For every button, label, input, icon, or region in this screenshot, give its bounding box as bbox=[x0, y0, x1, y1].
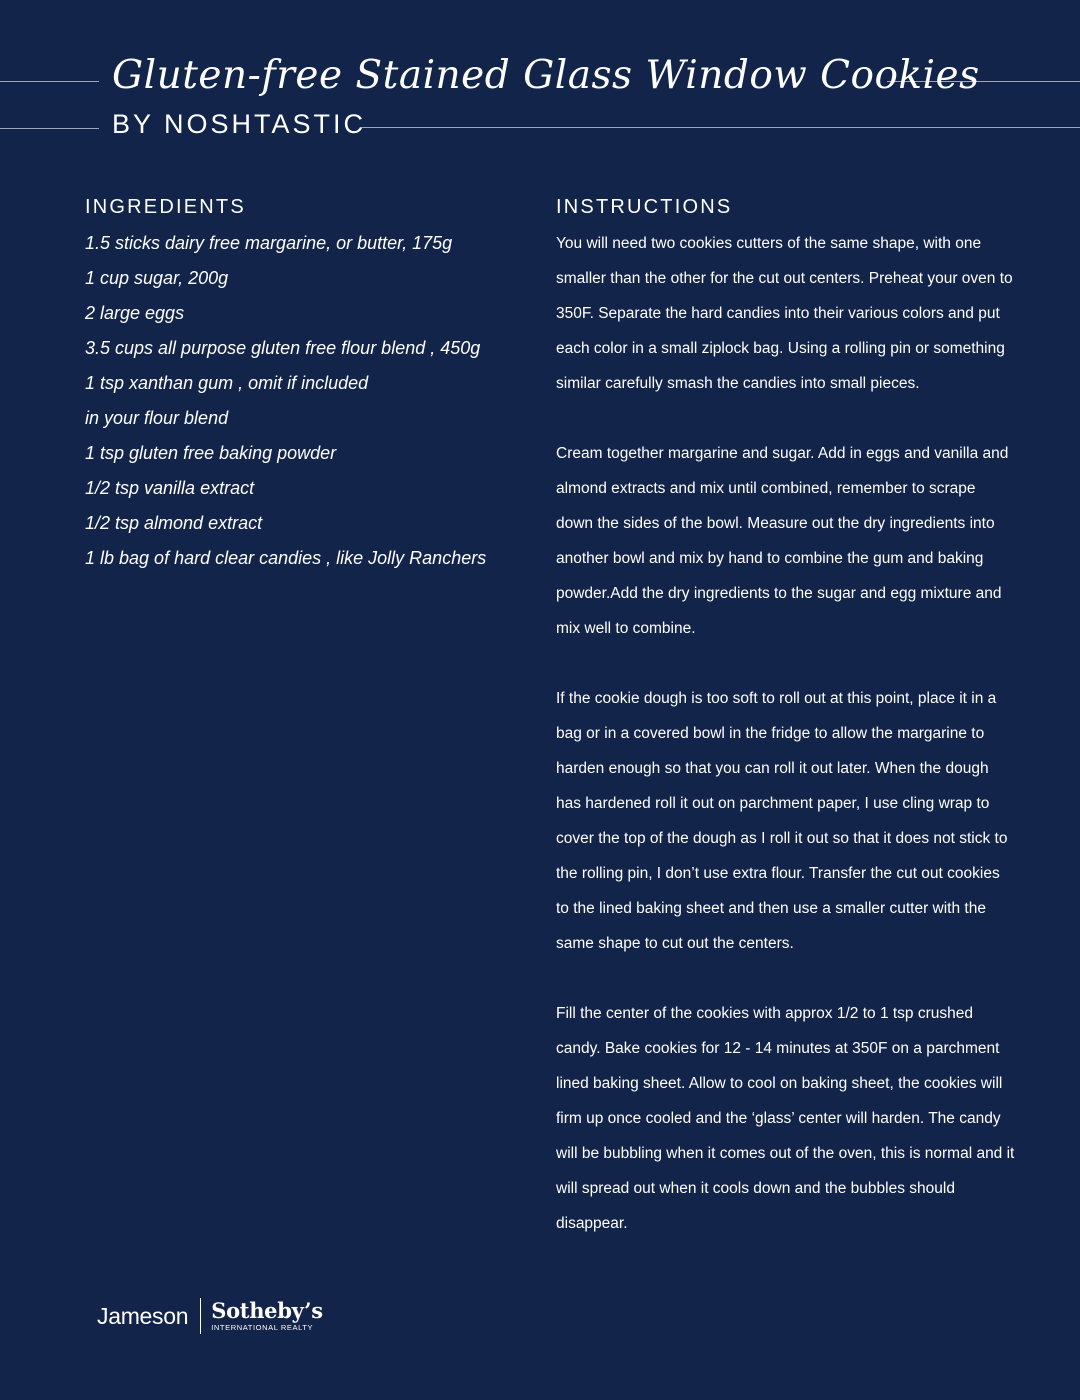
logo-sothebys-block bbox=[211, 1299, 323, 1333]
instruction-paragraph: You will need two cookies cutters of the same shape, with one smaller than the other for the cut out centers. Preheat your oven to 350F. Separate the hard candies into their various colors and put each color in a small ziplock bag. Using a rolling pin or something similar carefully smash the candies into small pieces. bbox=[556, 235, 1013, 392]
brand-logo bbox=[97, 1296, 323, 1336]
ingredient-item: in your flour blend bbox=[85, 408, 229, 428]
ingredient-item: 1 cup sugar, 200g bbox=[85, 268, 229, 288]
byline-rule-left bbox=[0, 128, 99, 129]
title-rule-left bbox=[0, 81, 99, 82]
logo-jameson-text: Jameson bbox=[97, 1302, 189, 1329]
instructions-heading: INSTRUCTIONS bbox=[556, 196, 733, 218]
ingredient-item: 1/2 tsp vanilla extract bbox=[85, 478, 255, 498]
ingredient-item: 3.5 cups all purpose gluten free flour blend , 450g bbox=[85, 338, 481, 358]
ingredient-item: 1 tsp xanthan gum , omit if included bbox=[85, 373, 369, 393]
recipe-title: Gluten-free Stained Glass Window Cookies bbox=[112, 53, 980, 98]
ingredient-item: 1 tsp gluten free baking powder bbox=[85, 443, 337, 463]
instruction-paragraph: If the cookie dough is too soft to roll out at this point, place it in a bag or in a covered bowl in the fridge to allow the margarine to harden enough so that you can roll it out later. When the dough has hardened roll it out on parchment paper, I use cling wrap to cover the top of the dough as I roll it out so that it does not stick to the rolling pin, I don’t use extra flour. Transfer the cut out cookies to the lined baking sheet and then use a smaller cutter with the same shape to cut out the centers. bbox=[556, 690, 1008, 952]
instructions-body bbox=[556, 226, 1016, 1276]
ingredient-item: 1 lb bag of hard clear candies , like Jolly Ranchers bbox=[85, 548, 487, 568]
ingredients-heading: INGREDIENTS bbox=[85, 196, 246, 218]
byline-rule-right bbox=[360, 127, 1080, 128]
logo-subtitle: INTERNATIONAL REALTY bbox=[211, 1323, 314, 1332]
logo-divider bbox=[200, 1298, 201, 1334]
instruction-paragraph: Fill the center of the cookies with approx 1/2 to 1 tsp crushed candy. Bake cookies for 12 - 14 minutes at 350F on a parchment lined baking sheet. Allow to cool on baking sheet, the cookies will firm up once cooled and the ‘glass’ center will harden. The candy will be bubbling when it comes out of the oven, this is normal and it will spread out when it cools down and the bubbles should disappear. bbox=[556, 1005, 1015, 1232]
instruction-paragraph: Cream together margarine and sugar. Add in eggs and vanilla and almond extracts and mix until combined, remember to scrape down the sides of the bowl. Measure out the dry ingredients into another bowl and mix by hand to combine the gum and baking powder.Add the dry ingredients to the sugar and egg mixture and mix well to combine. bbox=[556, 445, 1009, 637]
ingredient-item: 2 large eggs bbox=[85, 303, 185, 323]
ingredients-list bbox=[85, 226, 525, 576]
recipe-byline: BY NOSHTASTIC bbox=[112, 109, 367, 139]
ingredient-item: 1/2 tsp almond extract bbox=[85, 513, 263, 533]
ingredient-item: 1.5 sticks dairy free margarine, or butter, 175g bbox=[85, 233, 453, 253]
logo-sothebys-text: Sotheby’s bbox=[211, 1298, 323, 1323]
